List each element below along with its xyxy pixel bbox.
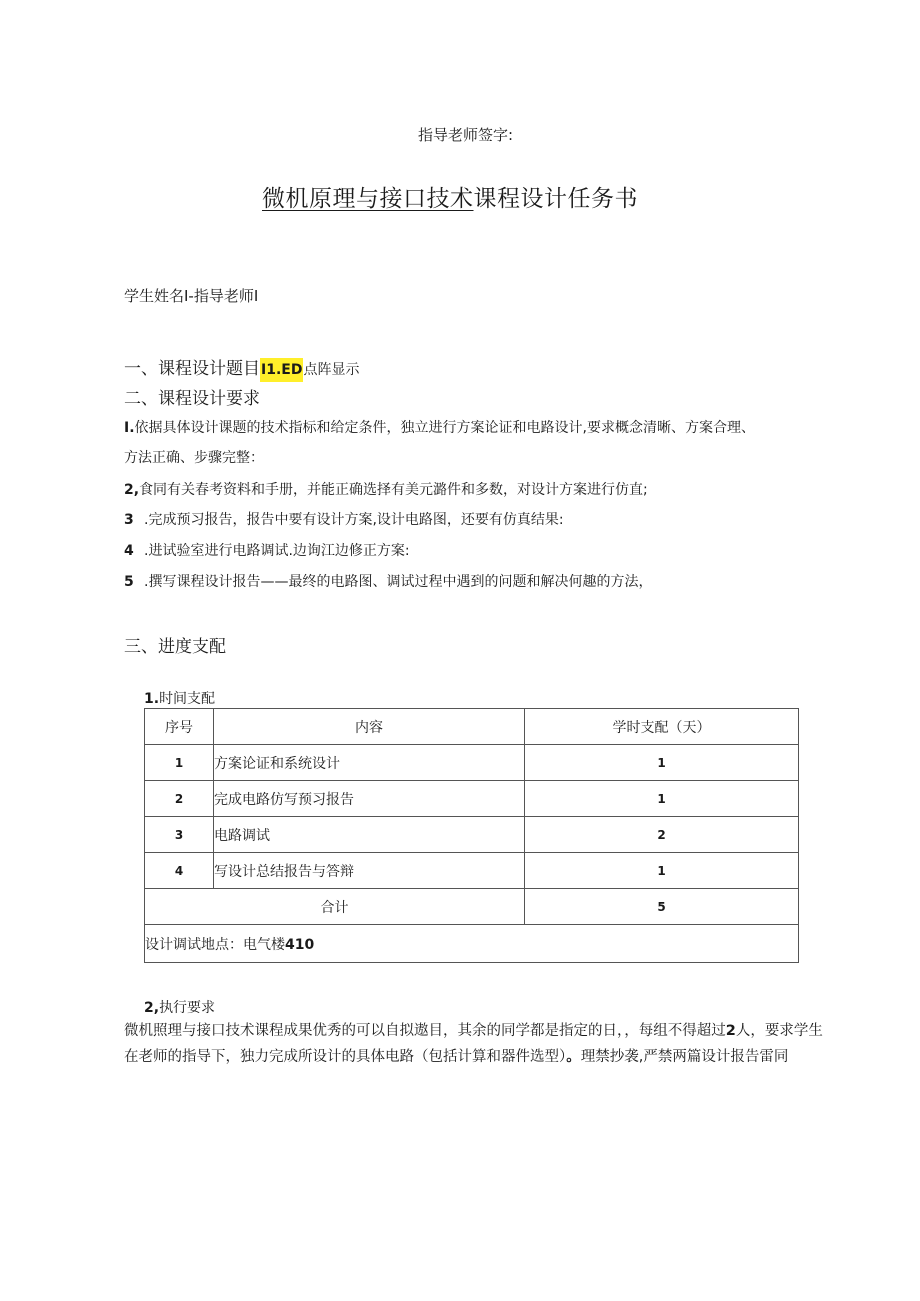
total-label: 合计 xyxy=(145,889,525,925)
row-days: 2 xyxy=(525,817,799,853)
requirement-item: 4 .进试验室进行电路调试.边询江边修正方案: xyxy=(124,543,410,559)
row-no: 4 xyxy=(145,853,214,889)
row-no: 3 xyxy=(145,817,214,853)
row-content: 完成电路仿写预习报告 xyxy=(214,781,525,817)
table-row xyxy=(145,853,799,889)
document-title xyxy=(262,180,638,213)
total-days: 5 xyxy=(525,889,799,925)
header-no: 序号 xyxy=(145,709,214,745)
section1-label: 一、课程设计题目 xyxy=(124,359,260,379)
requirement-item: 3 .完成预习报告，报告中要有设计方案,设计电路图，还要有仿真结果: xyxy=(124,512,564,528)
section1-heading xyxy=(124,354,359,379)
requirement-item: 方法正确、步骤完整： xyxy=(124,450,264,466)
section3-heading: 三、进度支配 xyxy=(124,637,226,657)
row-no: 2 xyxy=(145,781,214,817)
schedule-table xyxy=(144,708,799,963)
requirement-item: 5 .撰写课程设计报告——最终的电路图、调试过程中遇到的问题和解决何趣的方法， xyxy=(124,574,653,590)
requirement-item: I.依据具体设计课题的技术指标和给定条件，独立进行方案论证和电路设计,要求概念清晰、方案合理、 xyxy=(124,420,755,436)
table-header-row xyxy=(145,709,799,745)
header-content: 内容 xyxy=(214,709,525,745)
section1-topic: 点阵显示 xyxy=(303,362,360,378)
student-teacher-line: 学生姓名I-指导老师I xyxy=(124,287,259,305)
table-row xyxy=(145,745,799,781)
subsection-time-allocation: 1.时间支配 xyxy=(144,691,216,707)
table-row xyxy=(145,817,799,853)
execution-paragraph: 微机照理与接口技术课程成果优秀的可以自拟遨目，其余的同学都是指定的日，，每组不得超过2人，要求学生在老师的指导下，独力完成所设计的具体电路（包括计算和器件选型）。理禁抄袭,严禁两篇设计报告雷同 xyxy=(124,1023,823,1065)
header-days: 学时支配（天） xyxy=(525,709,799,745)
location-cell: 设计调试地点：电气楼410 xyxy=(145,925,799,963)
row-content: 方案论证和系统设计 xyxy=(214,745,525,781)
row-days: 1 xyxy=(525,781,799,817)
highlighted-text: I1.ED xyxy=(260,358,303,382)
row-days: 1 xyxy=(525,745,799,781)
row-content: 电路调试 xyxy=(214,817,525,853)
table-location-row xyxy=(145,925,799,963)
section2-heading: 二、课程设计要求 xyxy=(124,389,260,409)
subsection-execution: 2,执行要求 xyxy=(144,1000,216,1016)
table-total-row xyxy=(145,889,799,925)
title-underlined-part: 微机原理与接口技术 xyxy=(262,186,474,212)
signature-label: 指导老师签字: xyxy=(418,126,514,144)
row-no: 1 xyxy=(145,745,214,781)
table-row xyxy=(145,781,799,817)
requirement-item: 2,食同有关春考资料和手册，并能正确选择有美元潞件和多数，对设计方案进行仿直; xyxy=(124,482,648,498)
row-content: 写设计总结报告与答辩 xyxy=(214,853,525,889)
title-rest: 课程设计任务书 xyxy=(473,186,638,212)
row-days: 1 xyxy=(525,853,799,889)
